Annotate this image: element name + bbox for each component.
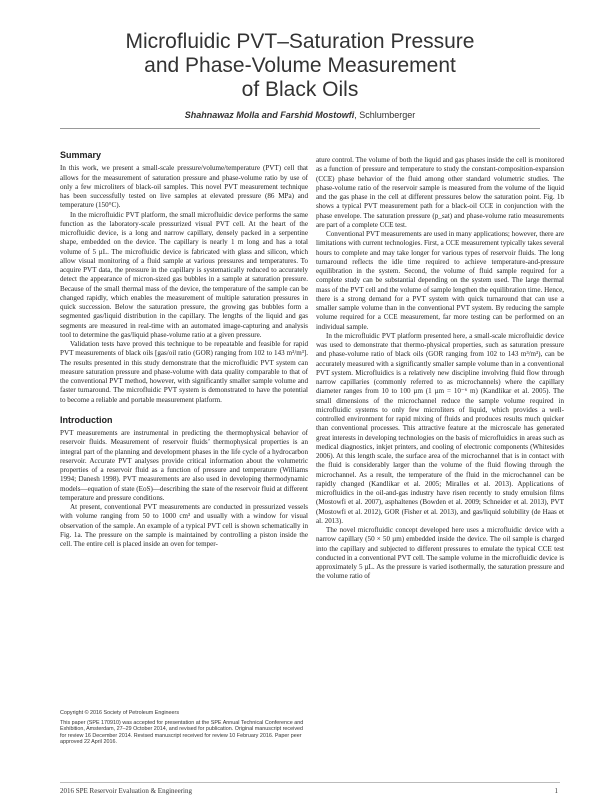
footer-divider: [60, 782, 560, 783]
left-column: [60, 151, 308, 549]
right-column: [316, 156, 564, 582]
body-paragraph: Conventional PVT measurements are used in many applications; however, there are limitations with current technologies. First, a CCE measurement typically takes several hours to complete and may take longer for various types of reservoir fluids. The long turnaround reflects the idle time required to achieve temperature-and-pressure equilibration in the system. Second, the volume of fluid sample required for a complete study can be substantial depending on the system used. The large thermal mass of the PVT cell and the volume of sample lengthen the equilibration time. Hence, there is a strong demand for a PVT system with quick turnaround that can use a smaller sample volume than in the conventional PVT system. By reducing the sample volume required for a CCE measurement, far more testing can be performed on an individual sample.: [316, 230, 564, 331]
manuscript-note: This paper (SPE 170910) was accepted for presentation at the SPE Annual Technical Conference and Exhibition, Amsterdam, 27–29 October 2014, and revised for publication. Original manuscript received for review 16 December 2014. Revised manuscript received for review 10 February 2016. Paper peer approved 22 April 2016.: [60, 719, 304, 746]
author-line: [0, 110, 600, 120]
copyright-note: Copyright © 2016 Society of Petroleum Engineers: [60, 710, 180, 716]
summary-paragraph: In the microfluidic PVT platform, the small microfluidic device performs the same function as the laboratory-scale pressurized visual PVT cell. At the heart of the microfluidic device, is a long and narrow capillary, densely packed in a serpentine shape, embedded on the device. The capillary is nearly 1 m long and has a total volume of 5 µL. The microfluidic device is fabricated with glass and silicon, which allow visual monitoring of a fluid sample at various pressures and temperatures. To acquire PVT data, the pressure in the capillary is systematically reduced to accurately detect the appearance of micron-sized gas bubbles in a sample at saturation pressure. Because of the small thermal mass of the device, the temperature of the sample can be changed rapidly, which enables the measurement of multiple saturation pressures in quick succession. Below the saturation pressure, the growing gas bubbles form a segmented gas/liquid distribution in the capillary. The lengths of the liquid and gas segments are measured in real-time with an automated image-capturing and analysis tool to determine the gas/liquid phase-volume ratio at a given pressure.: [60, 210, 308, 339]
title-line-3: of Black Oils: [241, 78, 359, 101]
body-paragraph: The novel microfluidic concept developed here uses a microfluidic device with a narrow capillary (50 × 50 µm) embedded inside the device. The oil sample is charged into the capillary and subjected to different pressures to emulate the typical CCE test conducted in a conventional PVT cell. The sample volume in the microfluidic device is approximately 5 µL. As the pressure is varied isothermally, the saturation pressure and the volume ratio of: [316, 526, 564, 581]
author-affiliation: , Schlumberger: [354, 110, 416, 120]
title-line-1: Microfluidic PVT–Saturation Pressure: [125, 30, 475, 53]
title-divider: [60, 128, 540, 129]
title-line-2: and Phase-Volume Measurement: [144, 54, 456, 77]
summary-heading: Summary: [60, 150, 102, 160]
journal-footer: 2016 SPE Reservoir Evaluation & Engineering: [60, 787, 193, 795]
summary-paragraph: In this work, we present a small-scale pressure/volume/temperature (PVT) cell that allows for the measurement of saturation pressure and phase-volume ratio by use of only a few microliters of black-oil samples. This novel PVT measurement technique has been successfully tested on live samples at elevated pressure (86 MPa) and temperature (150°C).: [60, 164, 308, 210]
body-paragraph: ature control. The volume of both the liquid and gas phases inside the cell is monitored as a function of pressure and temperature to study the constant-composition-expansion (CCE) phase behavior of the fluid among other standard volumetric studies. The phase-volume ratio of the reservoir sample is measured from the volume of the liquid and the gas phase in the cell at different pressures below the saturation point. Fig. 1b shows a typical PVT measurement path for a black-oil CCE in conjunction with the phase envelope. The saturation pressure (p_sat) and phase-volume ratio measurements are part of a complete CCE test.: [316, 156, 564, 229]
author-names: Shahnawaz Molla and Farshid Mostowfi: [184, 110, 355, 120]
introduction-paragraph: At present, conventional PVT measurements are conducted in pressurized vessels with volume ranging from 50 to 1000 cm³ and usually with a window for visual observation of the sample. An example of a typical PVT cell is shown schematically in Fig. 1a. The pressure on the sample is maintained by controlling a piston inside the cell. The entire cell is placed inside an oven for temper-: [60, 503, 308, 548]
page-number: 1: [554, 787, 558, 795]
introduction-paragraph: PVT measurements are instrumental in predicting the thermophysical behavior of reservoir fluids. Measurement of reservoir fluids’ thermophysical properties is an integral part of the planning and development phases in the life cycle of a hydrocarbon reservoir. Accurate PVT analyses provide critical information about the volumetric properties of a reservoir fluid as a function of pressure and temperature (Williams 1994; Danesh 1998). PVT measurements are also used in developing thermodynamic models—equation of state (EoS)—describing the state of the reservoir fluid at different temperature and pressure conditions.: [60, 429, 308, 502]
summary-paragraph: Validation tests have proved this technique to be repeatable and feasible for rapid PVT measurements of black oils [gas/oil ratio (GOR) ranging from 102 to 143 m³/m³]. The results presented in this study demonstrate that the microfluidic PVT system can measure saturation pressure and phase-volume with data quality comparable to that of the conventional PVT method, however, with significantly smaller sample volume and faster turnaround. The microfluidic PVT system is demonstrated to have the potential to become a reliable and portable measurement platform.: [60, 340, 308, 404]
footnotes: [60, 710, 308, 749]
body-paragraph: In the microfluidic PVT platform presented here, a small-scale microfluidic device was used to demonstrate that thermo-physical properties, such as saturation pressure and phase-volume ratio of black oils (GOR ranging from 102 to 143 m³/m³), can be accurately measured with a significantly smaller sample volume than in a conventional PVT system. Microfluidics is a relatively new discipline involving fluid flow through narrow capillaries (commonly referred to as microchannels) where the capillary diameter ranges from 10 to 100 µm (1 µm = 10⁻⁶ m) (Kandlikar et al. 2005). The small dimensions of the microchannel reduce the sample volume required in microfluidic systems to only few microliters of liquid, which provides a well-controlled environment for rapid mixing of fluids and produces results much quicker than conventional processes. This attractive feature at the microscale has generated great interests in developing technologies on the basis of microfluidics in areas such as medical diagnostics, inkjet printers, and cooling of electronic components (Whitesides 2006). At this length scale, the surface area of the microchannel that is in contact with the fluid is considerably larger than the volume of the fluid flowing through the microchannel. As a result, the temperature of the fluid in the microchannel can be rapidly changed (Kandlikar et al. 2005; Miralles et al. 2013). Applications of microfluidics in the oil-and-gas industry have risen recently to study emulsion films (Mostowfi et al. 2007), asphaltenes (Bowden et al. 2009; Schneider et al. 2013), PVT (Mostowfi et al. 2012), GOR (Fisher et al. 2013), and gas/liquid solubility (de Haas et al. 2013).: [316, 331, 564, 525]
paper-title: [40, 30, 560, 102]
introduction-heading: Introduction: [60, 414, 113, 425]
